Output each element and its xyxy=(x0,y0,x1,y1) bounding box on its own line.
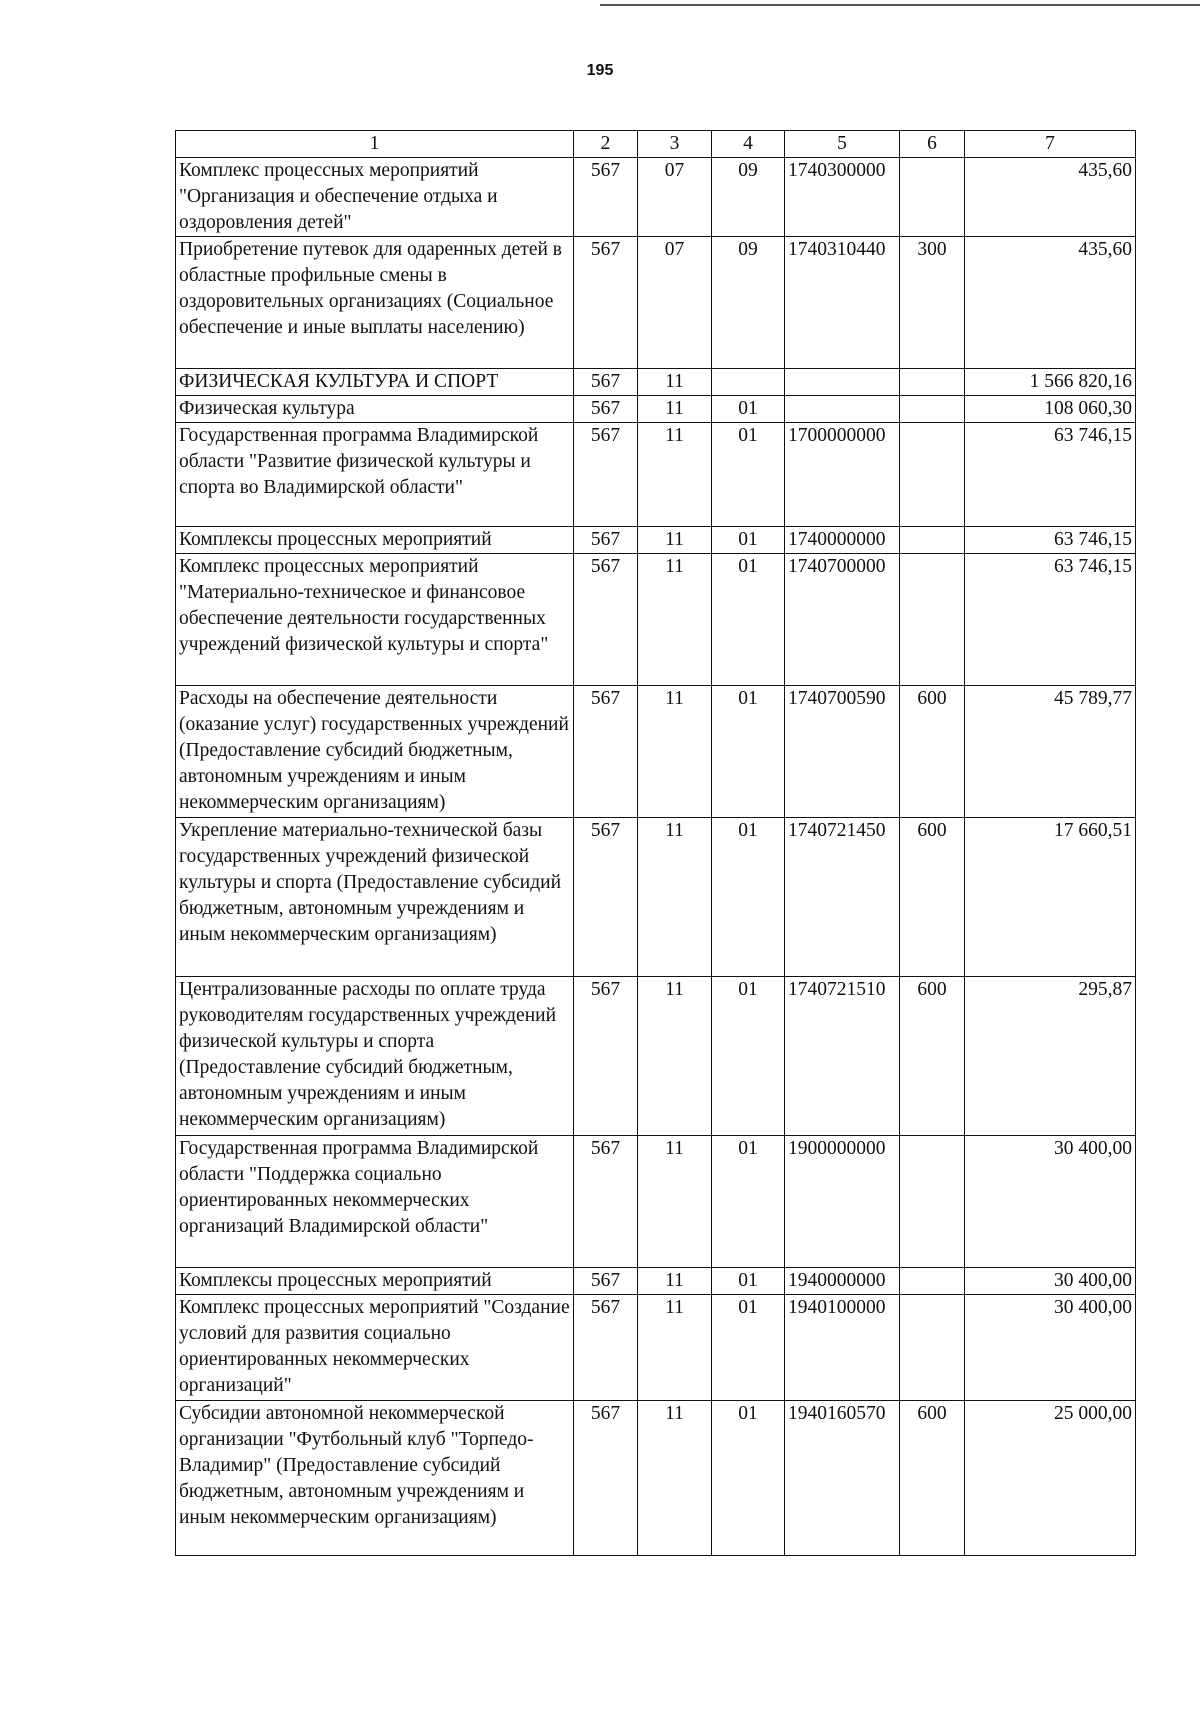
row-c6 xyxy=(900,527,965,554)
row-c2: 567 xyxy=(574,1295,638,1401)
row-c4: 01 xyxy=(712,396,785,423)
row-c5: 1740000000 xyxy=(785,527,900,554)
row-c4: 01 xyxy=(712,1295,785,1401)
table-row xyxy=(176,686,1136,818)
row-name: ФИЗИЧЕСКАЯ КУЛЬТУРА И СПОРТ xyxy=(176,369,574,396)
row-c2: 567 xyxy=(574,977,638,1136)
row-c6: 300 xyxy=(900,237,965,369)
row-c4 xyxy=(712,369,785,396)
row-c7: 435,60 xyxy=(965,158,1136,237)
row-name: Комплекс процессных мероприятий "Организация и обеспечение отдыха и оздоровления детей" xyxy=(176,158,574,237)
table-row xyxy=(176,1295,1136,1401)
row-c6 xyxy=(900,554,965,686)
row-c7: 108 060,30 xyxy=(965,396,1136,423)
row-name: Комплексы процессных мероприятий xyxy=(176,527,574,554)
row-c5: 1940000000 xyxy=(785,1268,900,1295)
row-c5: 1740700590 xyxy=(785,686,900,818)
row-c7: 45 789,77 xyxy=(965,686,1136,818)
row-c3: 11 xyxy=(638,396,712,423)
row-c2: 567 xyxy=(574,554,638,686)
table-header-row xyxy=(176,131,1136,158)
row-c3: 11 xyxy=(638,977,712,1136)
row-c3: 11 xyxy=(638,1268,712,1295)
row-c4: 01 xyxy=(712,977,785,1136)
table-row xyxy=(176,1136,1136,1268)
row-c5: 1740300000 xyxy=(785,158,900,237)
row-c3: 11 xyxy=(638,1401,712,1556)
row-c5: 1700000000 xyxy=(785,423,900,527)
row-c3: 11 xyxy=(638,554,712,686)
table-row xyxy=(176,237,1136,369)
row-c3: 11 xyxy=(638,1295,712,1401)
row-c6: 600 xyxy=(900,818,965,977)
row-c6 xyxy=(900,1295,965,1401)
row-c6 xyxy=(900,423,965,527)
table-row xyxy=(176,527,1136,554)
row-c3: 11 xyxy=(638,818,712,977)
row-c3: 11 xyxy=(638,527,712,554)
table-row xyxy=(176,158,1136,237)
row-c5: 1900000000 xyxy=(785,1136,900,1268)
table-row xyxy=(176,554,1136,686)
row-c5: 1940100000 xyxy=(785,1295,900,1401)
header-cell: 2 xyxy=(574,131,638,158)
row-c6 xyxy=(900,158,965,237)
row-c6 xyxy=(900,369,965,396)
row-c7: 30 400,00 xyxy=(965,1136,1136,1268)
row-name: Комплекс процессных мероприятий "Материально-техническое и финансовое обеспечение деятельности государственных учреждений физической культуры и спорта" xyxy=(176,554,574,686)
budget-table xyxy=(175,130,1136,1556)
row-c7: 30 400,00 xyxy=(965,1268,1136,1295)
header-cell: 5 xyxy=(785,131,900,158)
row-c7: 295,87 xyxy=(965,977,1136,1136)
row-c4: 09 xyxy=(712,158,785,237)
row-c2: 567 xyxy=(574,237,638,369)
row-c4: 01 xyxy=(712,686,785,818)
row-c6: 600 xyxy=(900,977,965,1136)
row-c4: 01 xyxy=(712,527,785,554)
header-cell: 6 xyxy=(900,131,965,158)
row-c4: 01 xyxy=(712,1136,785,1268)
row-c5 xyxy=(785,396,900,423)
row-c3: 07 xyxy=(638,158,712,237)
header-cell: 1 xyxy=(176,131,574,158)
header-cell: 3 xyxy=(638,131,712,158)
row-c7: 25 000,00 xyxy=(965,1401,1136,1556)
row-c3: 11 xyxy=(638,369,712,396)
page-number: 195 xyxy=(586,62,614,79)
row-c2: 567 xyxy=(574,158,638,237)
row-c2: 567 xyxy=(574,1401,638,1556)
row-name: Субсидии автономной некоммерческой организации "Футбольный клуб "Торпедо-Владимир" (Предоставление субсидий бюджетным, автономным учреждениям и иным некоммерческим организациям) xyxy=(176,1401,574,1556)
row-c4: 01 xyxy=(712,1268,785,1295)
header-cell: 4 xyxy=(712,131,785,158)
row-name: Комплексы процессных мероприятий xyxy=(176,1268,574,1295)
row-c6 xyxy=(900,1268,965,1295)
row-c4: 01 xyxy=(712,554,785,686)
row-name: Комплекс процессных мероприятий "Создание условий для развития социально ориентированных некоммерческих организаций" xyxy=(176,1295,574,1401)
row-c3: 07 xyxy=(638,237,712,369)
row-c7: 63 746,15 xyxy=(965,527,1136,554)
table-row xyxy=(176,1268,1136,1295)
scan-top-edge xyxy=(600,4,1200,6)
row-c2: 567 xyxy=(574,396,638,423)
row-name: Государственная программа Владимирской области "Поддержка социально ориентированных некоммерческих организаций Владимирской области" xyxy=(176,1136,574,1268)
row-c2: 567 xyxy=(574,527,638,554)
row-name: Государственная программа Владимирской области "Развитие физической культуры и спорта во Владимирской области" xyxy=(176,423,574,527)
row-c4: 01 xyxy=(712,1401,785,1556)
row-c2: 567 xyxy=(574,1136,638,1268)
row-c7: 435,60 xyxy=(965,237,1136,369)
row-c6: 600 xyxy=(900,1401,965,1556)
row-c5: 1740721510 xyxy=(785,977,900,1136)
row-name: Физическая культура xyxy=(176,396,574,423)
row-c5: 1940160570 xyxy=(785,1401,900,1556)
row-name: Приобретение путевок для одаренных детей в областные профильные смены в оздоровительных организациях (Социальное обеспечение и иные выплаты населению) xyxy=(176,237,574,369)
table-row xyxy=(176,369,1136,396)
row-name: Централизованные расходы по оплате труда руководителям государственных учреждений физической культуры и спорта (Предоставление субсидий бюджетным, автономным учреждениям и иным некоммерческим организациям) xyxy=(176,977,574,1136)
row-c6 xyxy=(900,396,965,423)
row-c2: 567 xyxy=(574,369,638,396)
table-row xyxy=(176,977,1136,1136)
row-c6 xyxy=(900,1136,965,1268)
row-c5 xyxy=(785,369,900,396)
row-c3: 11 xyxy=(638,686,712,818)
row-c3: 11 xyxy=(638,423,712,527)
table-row xyxy=(176,423,1136,527)
row-c7: 1 566 820,16 xyxy=(965,369,1136,396)
row-c7: 63 746,15 xyxy=(965,423,1136,527)
table-row xyxy=(176,818,1136,977)
table-row xyxy=(176,396,1136,423)
row-c4: 01 xyxy=(712,818,785,977)
row-c2: 567 xyxy=(574,423,638,527)
row-c7: 30 400,00 xyxy=(965,1295,1136,1401)
row-name: Расходы на обеспечение деятельности (оказание услуг) государственных учреждений (Предоставление субсидий бюджетным, автономным учреждениям и иным некоммерческим организациям) xyxy=(176,686,574,818)
row-name: Укрепление материально-технической базы государственных учреждений физической культуры и спорта (Предоставление субсидий бюджетным, автономным учреждениям и иным некоммерческим организациям) xyxy=(176,818,574,977)
header-cell: 7 xyxy=(965,131,1136,158)
table-row xyxy=(176,1401,1136,1556)
row-c4: 09 xyxy=(712,237,785,369)
row-c5: 1740721450 xyxy=(785,818,900,977)
row-c2: 567 xyxy=(574,686,638,818)
row-c5: 1740310440 xyxy=(785,237,900,369)
row-c7: 17 660,51 xyxy=(965,818,1136,977)
row-c7: 63 746,15 xyxy=(965,554,1136,686)
row-c5: 1740700000 xyxy=(785,554,900,686)
row-c3: 11 xyxy=(638,1136,712,1268)
row-c6: 600 xyxy=(900,686,965,818)
row-c2: 567 xyxy=(574,818,638,977)
row-c2: 567 xyxy=(574,1268,638,1295)
row-c4: 01 xyxy=(712,423,785,527)
